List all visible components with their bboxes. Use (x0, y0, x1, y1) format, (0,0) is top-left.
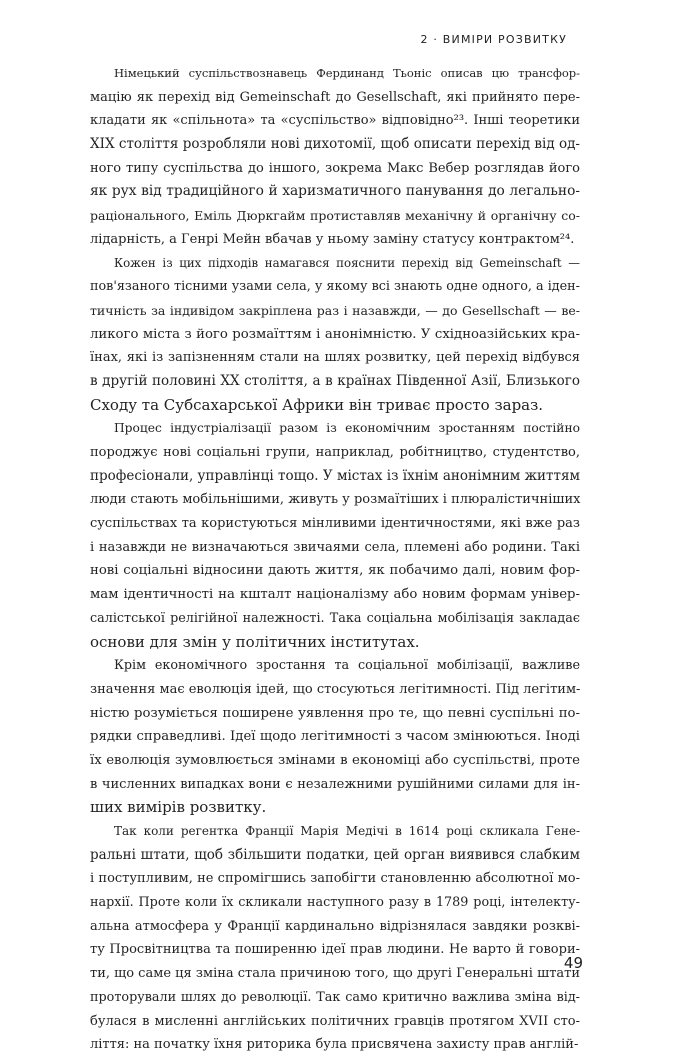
text-line: основи для змін у політичних інститутах. (90, 632, 420, 651)
text-line: нархії. Проте коли їх скликали наступного разу в 1789 році, інтелекту- (90, 895, 580, 911)
text-line: Крім економічного зростання та соціальної мобілізації, важливе (114, 658, 580, 674)
paragraph (90, 417, 580, 654)
text-line: Сходу та Субсахарської Африки він триває просто зараз. (90, 395, 544, 414)
text-line: ністю розуміється поширене уявлення про те, що певні суспільні по- (90, 705, 580, 721)
text-line: в другій половині ХХ століття, а в країнах Південної Азії, Близького (90, 372, 580, 389)
text-line: нові соціальні відносини дають життя, як побачимо далі, новим фор- (90, 563, 580, 579)
page-number: 49 (563, 954, 583, 972)
text-line: пов'язаного тісними узами села, у якому всі знають одне одного, а іден- (90, 279, 580, 295)
text-line: як рух від традиційного й харизматичного панування до легально- (90, 183, 580, 200)
text-line: булася в мисленні англійських політичних гравців протягом XVII сто- (90, 1013, 580, 1029)
text-line: і назавжди не визначаються звичаями села, племені або родини. Такі (90, 539, 580, 555)
text-line: кладати як «спільнота» та «суспільство» відповідно²³. Інші теоретики (90, 113, 580, 129)
text-line: проторували шлях до революції. Так само критично важлива зміна від- (90, 989, 580, 1005)
text-line: суспільствах та користуються мінливими ідентичностями, які вже раз (90, 516, 580, 532)
running-head: 2 · ВИМІРИ РОЗВИТКУ (420, 33, 567, 46)
text-line: професіонали, управлінці тощо. У містах із їхнім анонімним життям (90, 467, 580, 484)
text-line: ликого міста з його розмаїттям і анонімністю. У східноазійських кра- (90, 326, 580, 342)
text-line: ральні штати, щоб збільшити податки, цей орган виявився слабким (90, 846, 580, 863)
text-line: ших вимірів розвитку. (90, 798, 267, 817)
text-line: тичність за індивідом закріплена раз і назавжди, — до Gesellschaft — ве- (90, 302, 580, 318)
paragraph (90, 820, 580, 1057)
text-line: значення має еволюція ідей, що стосуються легітимності. Під легітим- (90, 681, 581, 697)
text-line: люди стають мобільнішими, живуть у розмаїтіших і плюралістичніших (90, 492, 581, 508)
text-line: ти, що саме ця зміна стала причиною того, що другі Генеральні штати (90, 966, 580, 982)
text-line: їх еволюція зумовлюється змінами в економіці або суспільстві, проте (90, 752, 580, 768)
text-line: ного типу суспільства до іншого, зокрема Макс Вебер розглядав його (90, 160, 580, 176)
text-line: Так коли регентка Франції Марія Медічі в 1614 році скликала Гене- (114, 824, 580, 838)
text-line: ліття: на початку їхня риторика була присвячена захисту прав англій- (90, 1037, 579, 1053)
text-line: мацію як перехід від Gemeinschaft до Gesellschaft, які прийнято пере- (90, 89, 580, 105)
paragraph (90, 252, 580, 418)
text-line: ХІХ століття розробляли нові дихотомії, щоб описати перехід від од- (90, 136, 580, 153)
body-text (90, 62, 580, 1057)
text-line: альна атмосфера у Франції кардинально відрізнялася завдяки розкві- (90, 918, 580, 934)
text-line: салістської релігійної належності. Така соціальна мобілізація закладає (90, 610, 580, 626)
text-line: Процес індустріалізації разом із економічним зростанням постійно (114, 421, 580, 436)
text-line: рядки справедливі. Ідеї щодо легітимності з часом змінюються. Іноді (90, 729, 580, 745)
text-line: і поступливим, не спромігшись запобігти становленню абсолютної мо- (90, 871, 580, 887)
text-line: їнах, які із запізненням стали на шлях розвитку, цей перехід відбувся (90, 350, 580, 366)
paragraph (90, 62, 580, 252)
text-line: породжує нові соціальні групи, наприклад, робітництво, студентство, (90, 445, 580, 460)
text-line: раціонального, Еміль Дюркгайм протиставляв механічну й органічну со- (90, 208, 580, 224)
text-line: ту Просвітництва та поширенню ідеї прав людини. Не варто й говори- (90, 942, 580, 958)
text-line: в численних випадках вони є незалежними рушійними силами для ін- (90, 776, 580, 792)
paragraph (90, 654, 580, 820)
text-line: Кожен із цих підходів намагався пояснити перехід від Gemeinschaft — (114, 255, 580, 270)
text-line: лідарність, а Генрі Мейн вбачав у ньому заміну статусу контрактом²⁴. (90, 231, 575, 247)
text-line: Німецький суспільствознавець Фердинанд Тьоніс описав цю трансфор- (114, 66, 580, 80)
text-line: мам ідентичності на кшталт націоналізму або новим формам універ- (90, 587, 580, 603)
